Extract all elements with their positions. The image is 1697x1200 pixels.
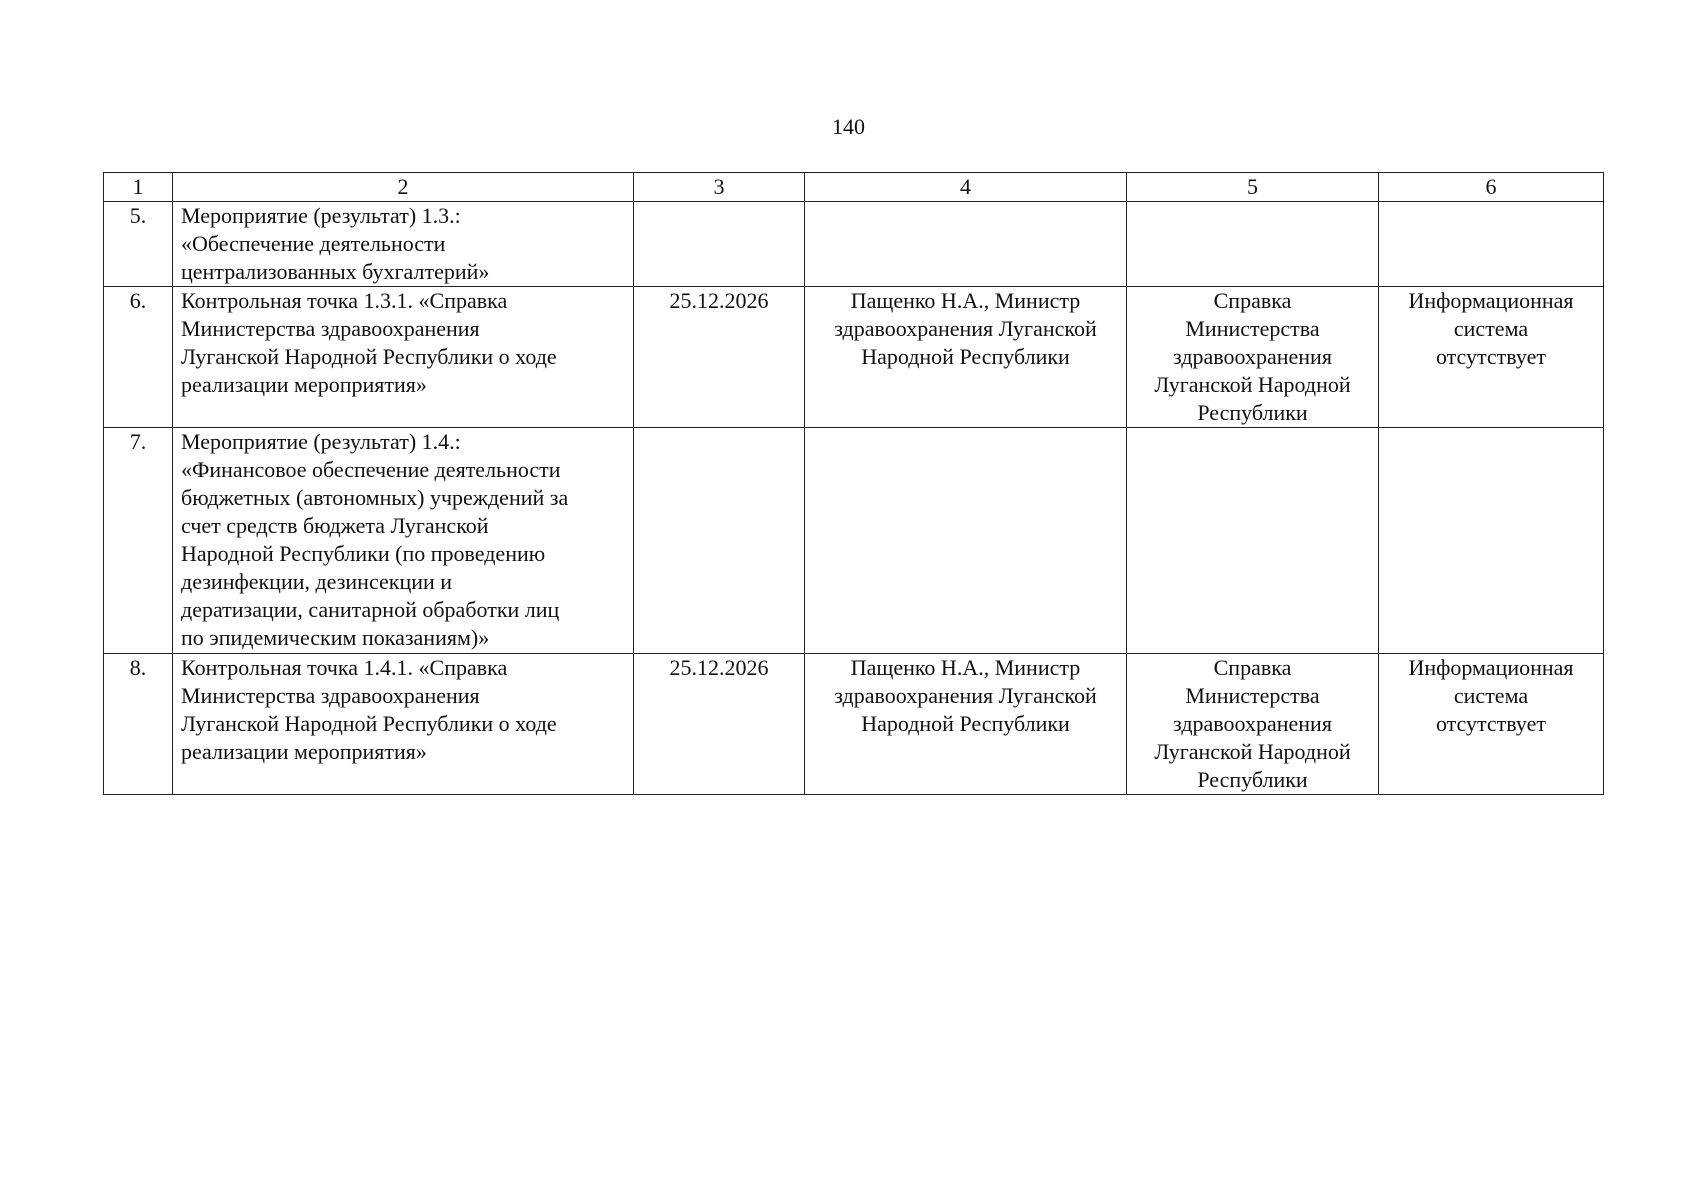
deadline-date <box>634 428 805 654</box>
table-row <box>104 287 1604 428</box>
page-number: 140 <box>832 114 865 139</box>
confirming-document: Справка Министерства здравоохранения Луганской Народной Республики <box>1127 287 1379 428</box>
deadline-date: 25.12.2026 <box>634 287 805 428</box>
table-row <box>104 202 1604 287</box>
row-number: 5. <box>104 202 173 287</box>
header-col-2: 2 <box>173 173 634 202</box>
event-name: Мероприятие (результат) 1.3.: «Обеспечение деятельности централизованных бухгалтерий» <box>173 202 634 287</box>
information-system <box>1379 202 1604 287</box>
table-row <box>104 654 1604 795</box>
header-col-4: 4 <box>805 173 1127 202</box>
deadline-date <box>634 202 805 287</box>
deadline-date: 25.12.2026 <box>634 654 805 795</box>
row-number: 8. <box>104 654 173 795</box>
information-system: Информационная система отсутствует <box>1379 654 1604 795</box>
responsible-person <box>805 202 1127 287</box>
information-system <box>1379 428 1604 654</box>
table-row <box>104 428 1604 654</box>
header-col-1: 1 <box>104 173 173 202</box>
responsible-person <box>805 428 1127 654</box>
confirming-document <box>1127 202 1379 287</box>
row-number: 7. <box>104 428 173 654</box>
responsible-person: Пащенко Н.А., Министр здравоохранения Луганской Народной Республики <box>805 287 1127 428</box>
header-col-6: 6 <box>1379 173 1604 202</box>
confirming-document <box>1127 428 1379 654</box>
header-col-3: 3 <box>634 173 805 202</box>
event-name: Контрольная точка 1.4.1. «Справка Министерства здравоохранения Луганской Народной Республики о ходе реализации мероприятия» <box>173 654 634 795</box>
information-system: Информационная система отсутствует <box>1379 287 1604 428</box>
header-row <box>104 173 1604 202</box>
event-name: Мероприятие (результат) 1.4.: «Финансовое обеспечение деятельности бюджетных (автономных) учреждений за счет средств бюджета Луганской Народной Республики (по проведению дезинфекции, дезинсекции и дератизации, санитарной обработки лиц по эпидемическим показаниям)» <box>173 428 634 654</box>
row-number: 6. <box>104 287 173 428</box>
event-name: Контрольная точка 1.3.1. «Справка Министерства здравоохранения Луганской Народной Республики о ходе реализации мероприятия» <box>173 287 634 428</box>
responsible-person: Пащенко Н.А., Министр здравоохранения Луганской Народной Республики <box>805 654 1127 795</box>
table-body <box>104 202 1604 795</box>
confirming-document: Справка Министерства здравоохранения Луганской Народной Республики <box>1127 654 1379 795</box>
header-col-5: 5 <box>1127 173 1379 202</box>
plan-table <box>103 172 1604 795</box>
table-header <box>104 173 1604 202</box>
